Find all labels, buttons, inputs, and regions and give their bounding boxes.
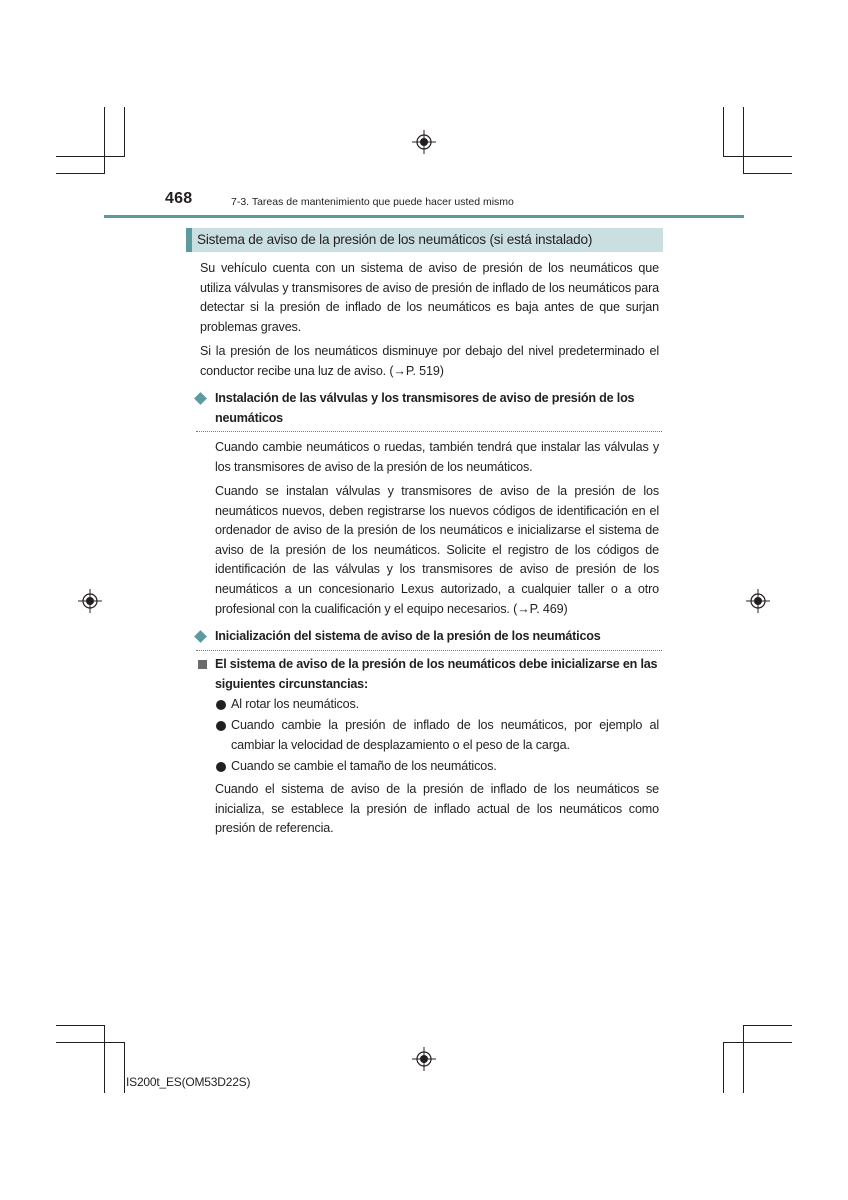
registration-mark-icon	[78, 589, 102, 613]
crop-mark	[56, 1025, 105, 1026]
bullet-dot-icon	[216, 762, 226, 772]
list-item-text: Cuando cambie la presión de inflado de los neumáticos, por ejemplo al cambiar la velocidad de desplazamiento o el peso de la carga.	[231, 718, 659, 752]
list-item-text: Cuando se cambie el tamaño de los neumáticos.	[231, 759, 497, 773]
intro-paragraph: Su vehículo cuenta con un sistema de aviso de presión de los neumáticos que utiliza válvulas y transmisores de aviso de presión de inflado de los neumáticos para detectar si la presión de inflado de los neumáticos es baja antes de que surjan problemas graves.	[200, 261, 659, 334]
subsection-heading	[196, 389, 659, 428]
square-heading	[198, 655, 659, 694]
page-number: 468	[165, 190, 193, 207]
list-item	[216, 695, 659, 715]
subsection-heading-text: Instalación de las válvulas y los transmisores de aviso de presión de los neumáticos	[215, 391, 635, 425]
crop-mark	[723, 107, 724, 157]
square-bullet-icon	[198, 660, 207, 669]
crop-mark	[124, 1042, 125, 1093]
crop-mark	[743, 173, 792, 174]
square-heading-text: El sistema de aviso de la presión de los neumáticos debe inicializarse en las siguientes circunstancias:	[215, 657, 658, 691]
registration-mark-icon	[412, 130, 436, 154]
subsection-divider	[196, 650, 662, 651]
crop-mark	[743, 107, 744, 174]
body-paragraph: Cuando se instalan válvulas y transmisores de aviso de la presión de los neumáticos nuevos, deben registrarse los nuevos códigos de identificación en el ordenador de aviso de la presión de los neumáticos e inicializarse el sistema de aviso de la presión de los neumáticos. Solicite el registro de los códigos de identificación de las válvulas y los transmisores de aviso de presión de los neumáticos a un concesionario Lexus autorizado, a cualquier taller o a otro profesional con la cualificación y el equipo necesarios. (→P. 469)	[215, 484, 659, 616]
crop-mark	[56, 1042, 125, 1043]
crop-mark	[723, 156, 792, 157]
list-item	[216, 757, 659, 777]
bullet-dot-icon	[216, 721, 226, 731]
list-item-text: Al rotar los neumáticos.	[231, 697, 359, 711]
subsection-divider	[196, 431, 662, 432]
crop-mark	[743, 1025, 744, 1093]
list-item	[216, 716, 659, 755]
chapter-title: 7-3. Tareas de mantenimiento que puede hacer usted mismo	[231, 196, 514, 208]
subsection-heading-text: Inicialización del sistema de aviso de la presión de los neumáticos	[215, 629, 601, 643]
crop-mark	[56, 173, 105, 174]
crop-mark	[124, 107, 125, 157]
closing-paragraph: Cuando el sistema de aviso de la presión de inflado de los neumáticos se inicializa, se establece la presión de inflado actual de los neumáticos como presión de referencia.	[215, 782, 659, 836]
subsection-heading	[196, 627, 659, 647]
crop-mark	[104, 1025, 105, 1093]
crop-mark	[723, 1042, 724, 1093]
warning-paragraph: Si la presión de los neumáticos disminuye por debajo del nivel predeterminado el conductor recibe una luz de aviso. (→P. 519)	[200, 344, 659, 378]
crop-mark	[104, 107, 105, 174]
registration-mark-icon	[746, 589, 770, 613]
document-code: IS200t_ES(OM53D22S)	[126, 1075, 251, 1089]
bullet-dot-icon	[216, 700, 226, 710]
crop-mark	[743, 1025, 792, 1026]
body-paragraph: Cuando cambie neumáticos o ruedas, también tendrá que instalar las válvulas y los transmisores de aviso de la presión de los neumáticos.	[215, 440, 659, 474]
section-title: Sistema de aviso de la presión de los neumáticos (si está instalado)	[186, 228, 663, 252]
crop-mark	[56, 156, 125, 157]
crop-mark	[723, 1042, 792, 1043]
registration-mark-icon	[412, 1047, 436, 1071]
header-rule	[104, 215, 744, 218]
